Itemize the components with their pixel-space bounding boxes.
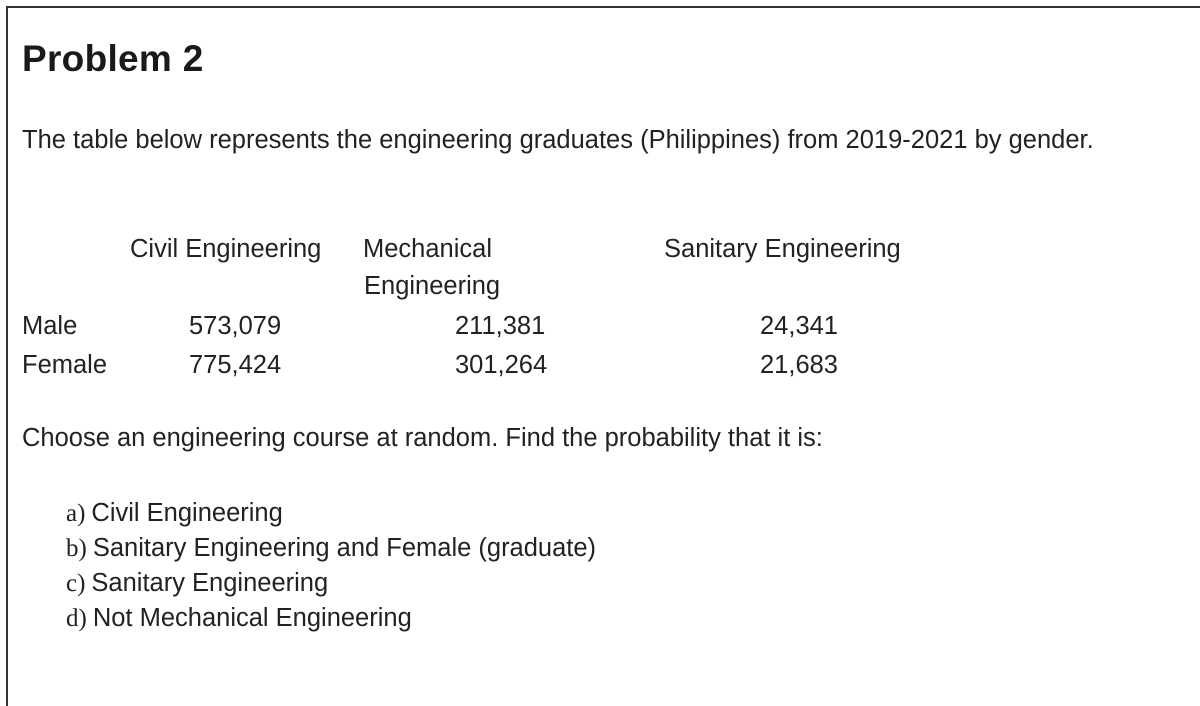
question-part-a xyxy=(66,496,596,531)
row-label-male: Male xyxy=(22,312,78,340)
part-marker: d) xyxy=(66,605,87,632)
header-sanitary-engineering: Sanitary Engineering xyxy=(664,235,901,263)
header-mechanical-engineering-line2: Engineering xyxy=(364,272,501,300)
part-marker: b) xyxy=(66,535,87,562)
header-civil-engineering: Civil Engineering xyxy=(130,235,322,263)
part-marker: a) xyxy=(66,500,86,527)
problem-intro: The table below represents the engineering graduates (Philippines) from 2019-2021 by gender. xyxy=(22,126,1094,154)
cell-male-sanitary: 24,341 xyxy=(760,312,838,340)
part-text: Sanitary Engineering xyxy=(91,569,329,597)
cell-female-mechanical: 301,264 xyxy=(455,351,548,379)
header-mechanical-engineering-line1: Mechanical xyxy=(363,235,492,263)
cell-female-civil: 775,424 xyxy=(189,351,282,379)
row-label-female: Female xyxy=(22,351,108,379)
part-text: Civil Engineering xyxy=(91,499,283,527)
question-part-d xyxy=(66,601,596,636)
question-parts-list xyxy=(66,496,596,636)
cell-male-civil: 573,079 xyxy=(189,312,282,340)
part-text: Not Mechanical Engineering xyxy=(92,604,412,632)
problem-title: Problem 2 xyxy=(22,38,204,79)
question-part-c xyxy=(66,566,596,601)
part-marker: c) xyxy=(66,570,86,597)
problem-question: Choose an engineering course at random. Find the probability that it is: xyxy=(22,424,823,452)
cell-male-mechanical: 211,381 xyxy=(455,312,546,340)
question-part-b xyxy=(66,531,596,566)
part-text: Sanitary Engineering and Female (graduate) xyxy=(92,534,597,562)
cell-female-sanitary: 21,683 xyxy=(760,351,838,379)
